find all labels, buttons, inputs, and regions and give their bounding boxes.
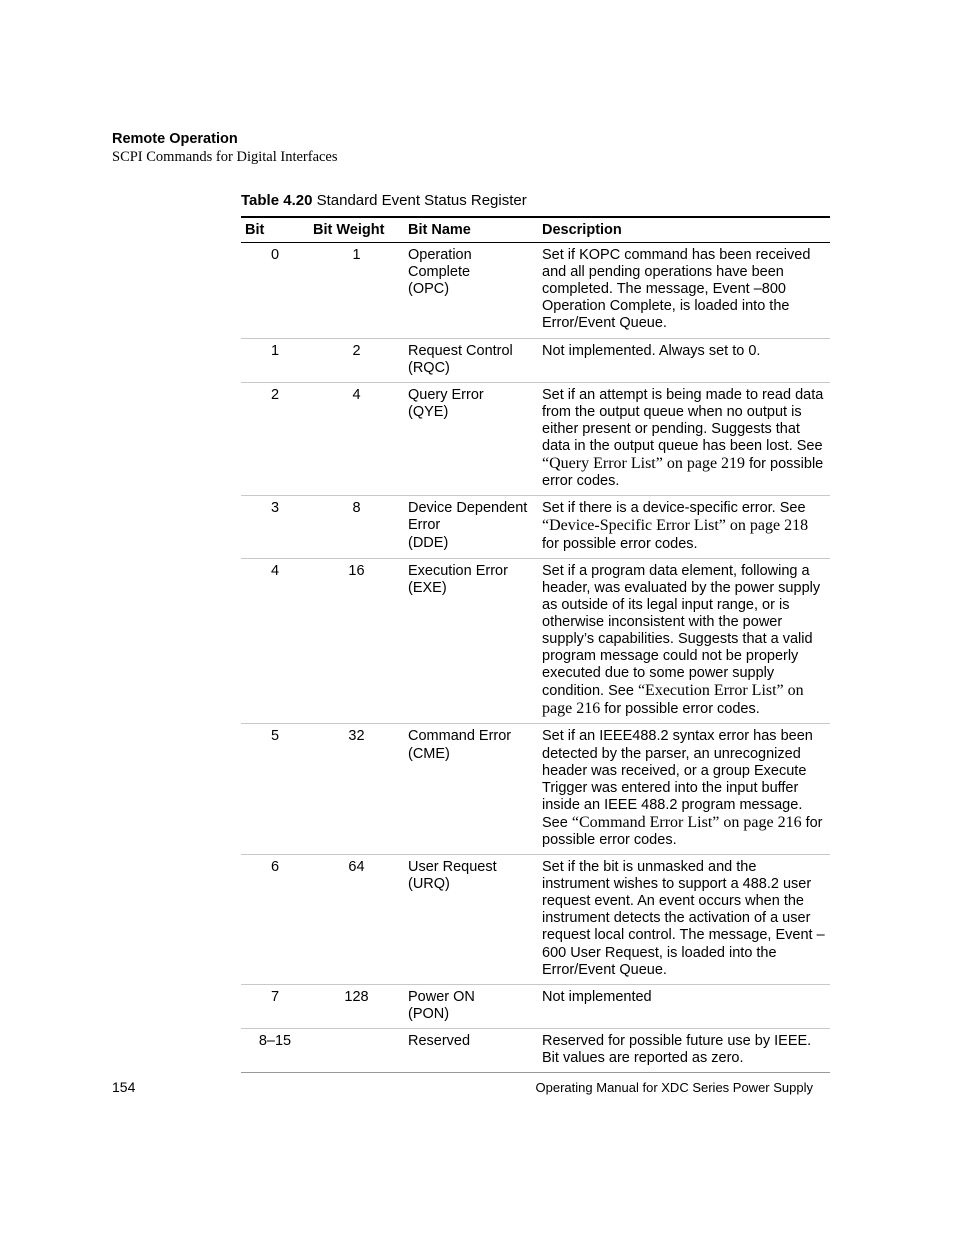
bit-name-cell: Device Dependent Error (DDE) — [404, 496, 538, 558]
table-row — [241, 382, 830, 496]
bit-name-cell: Command Error (CME) — [404, 724, 538, 855]
description-text: Set if there is a device-specific error. See — [542, 500, 806, 517]
description-cell — [538, 243, 830, 338]
description-text: for possible error codes. — [600, 701, 760, 718]
description-cell — [538, 558, 830, 724]
column-header-description: Description — [538, 217, 830, 243]
description-text: Set if a program data element, following a header, was evaluated by the power supply as outside of its legal input range, or is otherwise inconsistent with the power supply’s capabilities. Suggests that a valid program message could not be properly executed due to some power supply condition. See — [542, 562, 821, 700]
bit-cell: 5 — [241, 724, 309, 855]
standard-event-status-register-table — [241, 216, 830, 1073]
description-text: Set if an attempt is being made to read data from the output queue when no output is either present or pending. Suggests that data in the output queue has been lost. See — [542, 386, 824, 455]
table-caption — [241, 192, 527, 209]
bit-name-cell: Power ON (PON) — [404, 984, 538, 1028]
bit-name-cell: Reserved — [404, 1028, 538, 1072]
description-text: Set if the bit is unmasked and the instrument wishes to support a 488.2 user request event. An event occurs when the instrument detects the activation of a user request local control. The message, Event –600 User Request, is loaded into the Error/Event Queue. — [542, 859, 825, 978]
bit-name-cell: Request Control (RQC) — [404, 338, 538, 382]
bit-weight-cell: 16 — [309, 558, 404, 724]
description-cell — [538, 724, 830, 855]
table-header-row — [241, 217, 830, 243]
column-header-bit-weight: Bit Weight — [309, 217, 404, 243]
cross-reference-link[interactable]: “Execution Error List” on page 216 — [542, 682, 804, 718]
bit-weight-cell — [309, 1028, 404, 1072]
description-text: Not implemented — [542, 988, 652, 1005]
table-row — [241, 1028, 830, 1072]
bit-name-cell: User Request (URQ) — [404, 855, 538, 985]
bit-cell: 7 — [241, 984, 309, 1028]
page-number: 154 — [112, 1079, 136, 1095]
cross-reference-link[interactable]: “Device-Specific Error List” on page 218 — [542, 517, 809, 535]
description-cell — [538, 984, 830, 1028]
table-row — [241, 243, 830, 338]
table-row — [241, 558, 830, 724]
section-title: Remote Operation — [112, 131, 238, 147]
description-cell — [538, 338, 830, 382]
description-text: for possible error codes. — [542, 814, 823, 848]
bit-cell: 3 — [241, 496, 309, 558]
subsection-title: SCPI Commands for Digital Interfaces — [112, 149, 338, 165]
description-text: for possible error codes. — [542, 456, 824, 490]
bit-cell: 1 — [241, 338, 309, 382]
bit-weight-cell: 128 — [309, 984, 404, 1028]
table-row — [241, 855, 830, 985]
description-cell — [538, 382, 830, 496]
description-text: Set if an IEEE488.2 syntax error has been detected by the parser, an unrecognized header was received, or a group Execute Trigger was entered into the input buffer inside an IEEE 488.2 program message. See — [542, 728, 813, 831]
description-text: Reserved for possible future use by IEEE. Bit values are reported as zero. — [542, 1032, 812, 1067]
description-text: Not implemented. Always set to 0. — [542, 342, 761, 359]
manual-title: Operating Manual for XDC Series Power Supply — [535, 1080, 813, 1095]
cross-reference-link[interactable]: “Query Error List” on page 219 — [542, 455, 746, 473]
table-caption-label: Table 4.20 — [241, 192, 313, 209]
bit-weight-cell: 1 — [309, 243, 404, 338]
table-row — [241, 724, 830, 855]
column-header-bit: Bit — [241, 217, 309, 243]
bit-cell: 8–15 — [241, 1028, 309, 1072]
bit-cell: 4 — [241, 558, 309, 724]
table-row — [241, 338, 830, 382]
bit-cell: 6 — [241, 855, 309, 985]
bit-cell: 0 — [241, 243, 309, 338]
description-cell — [538, 1028, 830, 1072]
description-cell — [538, 855, 830, 985]
table-row — [241, 496, 830, 558]
bit-weight-cell: 8 — [309, 496, 404, 558]
table-caption-text: Standard Event Status Register — [316, 192, 527, 209]
bit-weight-cell: 2 — [309, 338, 404, 382]
bit-name-cell: Operation Complete (OPC) — [404, 243, 538, 338]
cross-reference-link[interactable]: “Command Error List” on page 216 — [571, 813, 802, 831]
table-row — [241, 984, 830, 1028]
bit-weight-cell: 4 — [309, 382, 404, 496]
column-header-bit-name: Bit Name — [404, 217, 538, 243]
bit-name-cell: Execution Error (EXE) — [404, 558, 538, 724]
description-text: Set if KOPC command has been received and all pending operations have been completed. The message, Event –800 Operation Complete, is loaded into the Error/Event Queue. — [542, 247, 811, 332]
bit-weight-cell: 32 — [309, 724, 404, 855]
description-cell — [538, 496, 830, 558]
bit-cell: 2 — [241, 382, 309, 496]
description-text: for possible error codes. — [542, 535, 698, 552]
bit-weight-cell: 64 — [309, 855, 404, 985]
bit-name-cell: Query Error (QYE) — [404, 382, 538, 496]
